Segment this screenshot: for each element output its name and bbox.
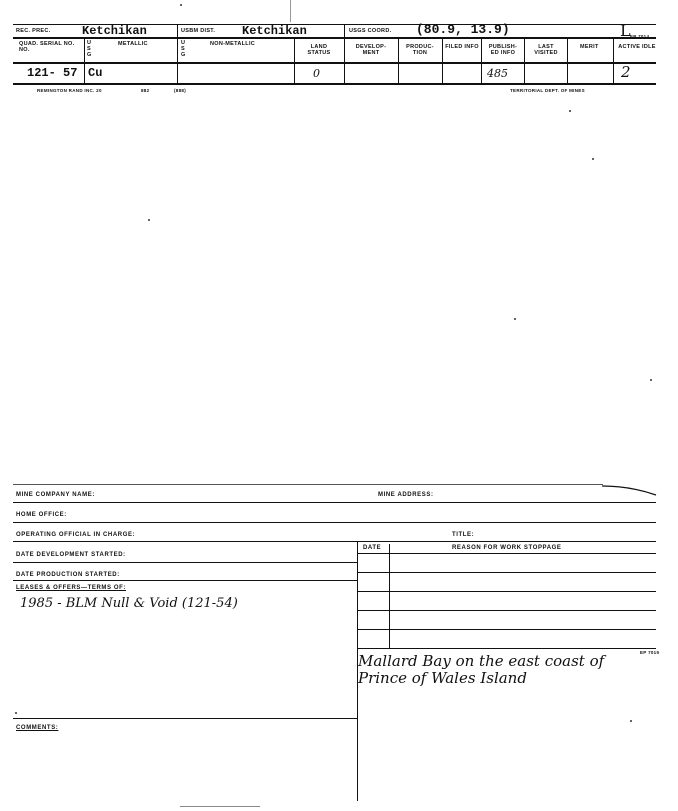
filed-info-label: FILED INFO xyxy=(445,44,479,50)
printer-code-2: (888) xyxy=(174,88,187,93)
leases-note: 1985 - BLM Null & Void (121-54) xyxy=(20,596,238,611)
usgs-coord-label: USGS COORD. xyxy=(349,28,392,34)
speck xyxy=(15,712,17,714)
active-value: 2 xyxy=(621,63,631,81)
col-divider xyxy=(294,38,295,84)
merit-label: MERIT xyxy=(580,44,599,50)
form-number: EP 7014 xyxy=(630,34,650,39)
corner-mark: L xyxy=(620,21,631,40)
dept-line: TERRITORIAL DEPT. OF MINES xyxy=(510,88,585,93)
date-divider xyxy=(389,544,390,649)
land-status-label: LAND STATUS xyxy=(307,44,331,56)
usgs-coord-value: (80.9, 13.9) xyxy=(416,22,510,37)
comments-label: COMMENTS: xyxy=(16,725,59,731)
usbm-dist-value: Ketchikan xyxy=(242,24,307,38)
home-office-label: HOME OFFICE: xyxy=(16,512,67,518)
date-production-label: DATE PRODUCTION STARTED: xyxy=(16,572,120,578)
leases-label: LEASES & OFFERS—TERMS OF: xyxy=(16,585,127,591)
rule xyxy=(13,502,656,503)
rule xyxy=(357,553,656,554)
printer-line: REMINGTON RAND INC. 20 xyxy=(37,88,102,93)
rule xyxy=(13,562,357,563)
row-bottom-rule xyxy=(13,83,656,85)
rule xyxy=(13,580,357,581)
col-divider xyxy=(524,38,525,84)
speck xyxy=(148,219,150,221)
col-divider xyxy=(344,24,345,84)
col-divider xyxy=(84,38,85,84)
card-top-edge xyxy=(13,484,603,485)
reason-col-label: REASON FOR WORK STOPPAGE xyxy=(452,545,562,551)
speck xyxy=(569,110,571,112)
usbm-dist-label: USBM DIST. xyxy=(181,28,216,34)
rec-prec-label: REC. PREC. xyxy=(16,28,51,34)
col-divider xyxy=(442,38,443,84)
rec-prec-value: Ketchikan xyxy=(82,24,147,38)
title-label: TITLE: xyxy=(452,532,475,538)
usg-nonmetallic-label: U S G xyxy=(181,40,186,58)
printer-code-1: 882 xyxy=(141,88,150,93)
fold-mark xyxy=(290,0,291,22)
card-corner-curve xyxy=(600,478,660,498)
date-development-label: DATE DEVELOPMENT STARTED: xyxy=(16,552,126,558)
stoppage-row xyxy=(357,610,656,611)
nonmetallic-label: NON-METALLIC xyxy=(210,41,256,47)
rule xyxy=(13,718,357,719)
metallic-label: METALLIC xyxy=(118,41,148,47)
mine-address-label: MINE ADDRESS: xyxy=(378,492,434,498)
production-label: PRODUC- TION xyxy=(406,44,434,56)
speck xyxy=(630,720,632,722)
speck xyxy=(514,318,516,320)
header-mid-rule xyxy=(13,37,656,39)
col-divider xyxy=(481,38,482,84)
operating-official-label: OPERATING OFFICIAL IN CHARGE: xyxy=(16,532,136,538)
stoppage-row xyxy=(357,572,656,573)
col-divider xyxy=(398,38,399,84)
mine-company-label: MINE COMPANY NAME: xyxy=(16,492,95,498)
last-visited-label: LAST VISITED xyxy=(534,44,558,56)
header-bottom-rule xyxy=(13,62,656,64)
stoppage-row xyxy=(357,591,656,592)
stoppage-row xyxy=(357,648,656,649)
form-number-small: EP 7015 xyxy=(640,650,660,655)
published-info-label: PUBLISH- ED INFO xyxy=(488,44,518,56)
land-status-value: 0 xyxy=(313,67,320,80)
rule xyxy=(13,522,656,523)
stoppage-row xyxy=(357,629,656,630)
col-divider xyxy=(177,24,178,84)
metallic-value: Cu xyxy=(88,66,103,80)
speck xyxy=(650,379,652,381)
active-idle-label: ACTIVE IDLE xyxy=(618,44,656,50)
date-col-label: DATE xyxy=(363,545,382,551)
col-divider xyxy=(613,38,614,84)
quad-serial-label: QUAD. SERIAL NO. NO. xyxy=(19,41,75,53)
col-divider xyxy=(567,38,568,84)
speck xyxy=(180,4,182,6)
development-label: DEVELOP- MENT xyxy=(355,44,387,56)
speck xyxy=(592,158,594,160)
rule xyxy=(13,541,656,542)
quad-serial-value: 121- 57 xyxy=(27,66,78,80)
scan-edge xyxy=(180,806,260,807)
location-note-line1: Mallard Bay on the east coast of xyxy=(358,652,605,670)
location-note-line2: Prince of Wales Island xyxy=(358,669,527,687)
published-value: 485 xyxy=(487,67,508,80)
usg-metallic-label: U S G xyxy=(87,40,92,58)
